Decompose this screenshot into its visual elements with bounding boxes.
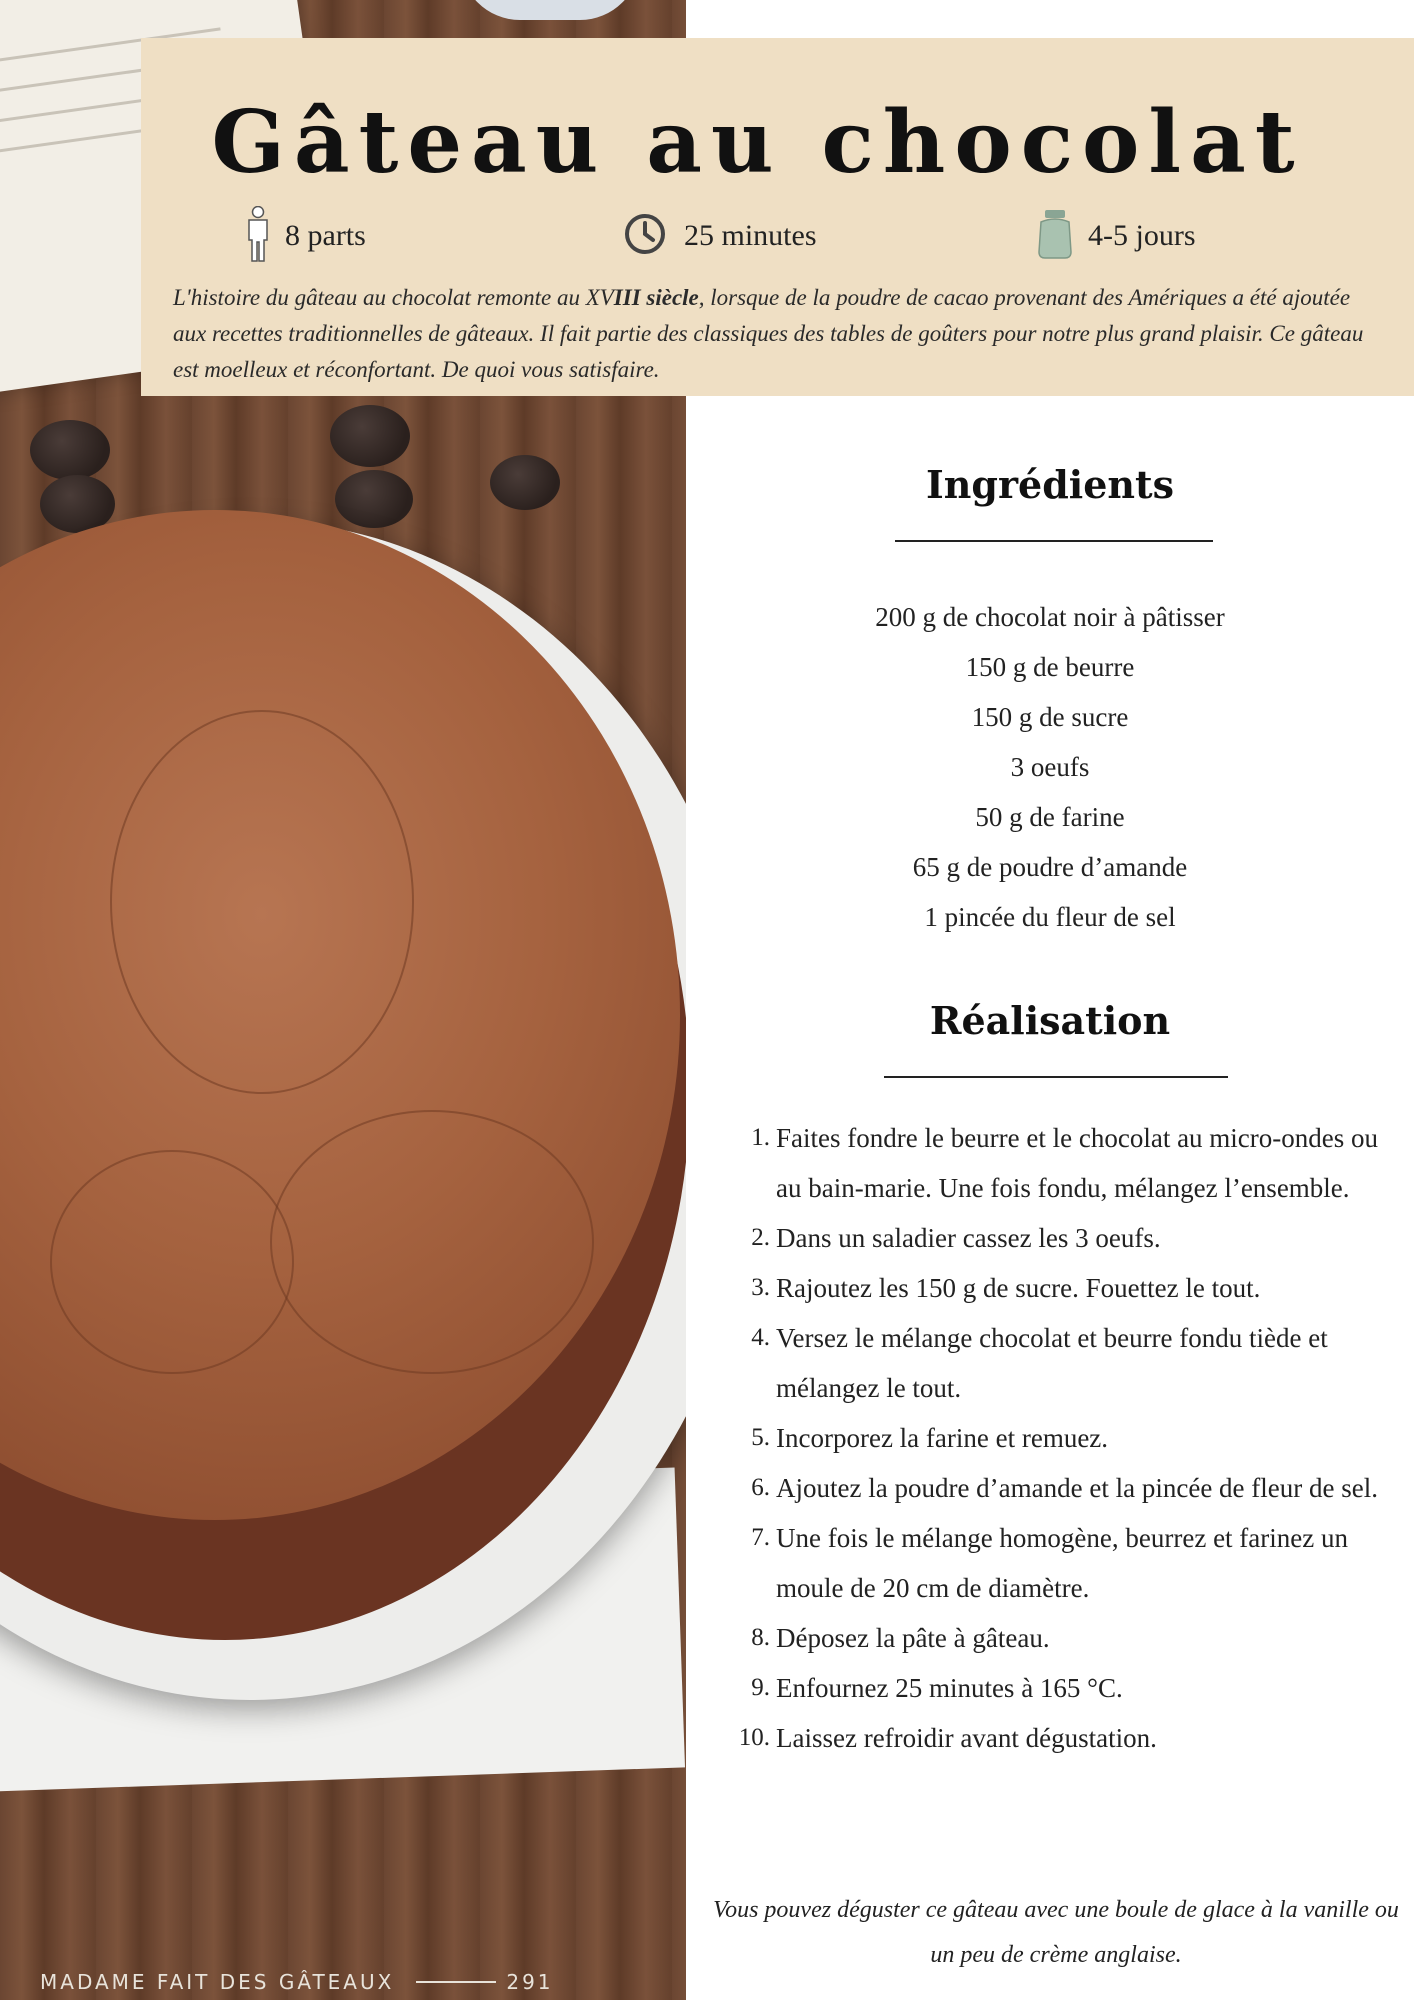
footer-dash	[416, 1981, 496, 1983]
ingredients-divider	[895, 540, 1213, 542]
step-number: 4.	[751, 1324, 770, 1351]
storage-text: 4-5 jours	[1088, 219, 1196, 252]
recipe-title: Gâteau au chocolat	[211, 92, 1304, 193]
method-step	[736, 1463, 1386, 1513]
step-text: Dans un saladier cassez les 3 oeufs.	[776, 1223, 1161, 1253]
chocolate-chip	[335, 470, 413, 528]
ingredient-item: 65 g de poudre d’amande	[912, 852, 1188, 882]
step-number: 7.	[751, 1524, 770, 1551]
step-number: 8.	[751, 1624, 770, 1651]
step-text: Incorporez la farine et remuez.	[776, 1423, 1109, 1453]
method-step	[736, 1113, 1386, 1213]
page-footer	[40, 1970, 554, 1994]
step-text: Enfournez 25 minutes à 165 °C.	[776, 1673, 1123, 1703]
ingredients-list	[686, 592, 1414, 942]
time-text: 25 minutes	[684, 219, 817, 252]
ingredient-item: 150 g de sucre	[971, 702, 1129, 732]
step-number: 2.	[751, 1224, 770, 1251]
storage-info	[1036, 206, 1196, 266]
time-info	[624, 206, 817, 266]
ingredient-item: 50 g de farine	[975, 802, 1125, 832]
servings-info	[245, 206, 366, 266]
method-step	[736, 1613, 1386, 1663]
method-step	[736, 1513, 1386, 1613]
method-step	[736, 1713, 1386, 1763]
serving-tip: Vous pouvez déguster ce gâteau avec une boule de glace à la vanille ou un peu de crème anglaise.	[713, 1897, 1399, 1968]
page-number: 291	[506, 1970, 554, 1994]
chocolate-chip	[30, 420, 110, 480]
intro-text-bold: III siècle	[613, 285, 699, 310]
clock-icon	[624, 213, 666, 259]
step-number: 6.	[751, 1474, 770, 1501]
person-icon	[245, 206, 271, 266]
method-step	[736, 1313, 1386, 1413]
chocolate-chip	[330, 405, 410, 467]
step-text: Déposez la pâte à gâteau.	[776, 1623, 1050, 1653]
ingredient-item: 3 oeufs	[1010, 752, 1090, 782]
method-step	[736, 1413, 1386, 1463]
ingredient-item: 1 pincée du fleur de sel	[924, 902, 1176, 932]
method-step	[736, 1663, 1386, 1713]
step-number: 3.	[751, 1274, 770, 1301]
ingredient-item: 200 g de chocolat noir à pâtisser	[875, 602, 1225, 632]
step-text: Ajoutez la poudre d’amande et la pincée de fleur de sel.	[776, 1473, 1378, 1503]
title-banner	[141, 38, 1414, 396]
step-number: 9.	[751, 1674, 770, 1701]
method-step	[736, 1263, 1386, 1313]
step-number: 1.	[751, 1124, 770, 1151]
method-heading: Réalisation	[929, 998, 1171, 1043]
step-number: 5.	[751, 1424, 770, 1451]
ingredient-item: 150 g de beurre	[965, 652, 1135, 682]
method-divider	[884, 1076, 1228, 1078]
method-step	[736, 1213, 1386, 1263]
step-text: Rajoutez les 150 g de sucre. Fouettez le tout.	[776, 1273, 1261, 1303]
chocolate-chip	[490, 455, 560, 510]
bowl	[460, 0, 640, 20]
method-steps	[736, 1113, 1386, 1763]
storage-jar-icon	[1036, 208, 1074, 264]
footer-brand: MADAME FAIT DES GÂTEAUX	[40, 1970, 395, 1994]
step-text: Versez le mélange chocolat et beurre fondu tiède et mélangez le tout.	[776, 1323, 1328, 1403]
step-number: 10.	[738, 1724, 770, 1751]
step-text: Faites fondre le beurre et le chocolat au micro-ondes ou au bain-marie. Une fois fondu, mélangez l’ensemble.	[776, 1123, 1379, 1203]
ingredients-heading: Ingrédients	[926, 462, 1174, 507]
step-text: Une fois le mélange homogène, beurrez et farinez un moule de 20 cm de diamètre.	[776, 1523, 1348, 1603]
intro-text-start: L'histoire du gâteau au chocolat remonte au XV	[173, 285, 614, 310]
intro-paragraph	[173, 280, 1376, 388]
servings-text: 8 parts	[285, 219, 366, 252]
intro-text-end: , lorsque de la poudre de cacao provenant des Amériques a été ajoutée aux recettes traditionnelles de gâteaux. Il fait partie des classiques des tables de goûters pour notre plus grand plaisir. Ce gâteau est moelleux et réconfortant. De quoi vous satisfaire.	[173, 285, 1364, 382]
step-text: Laissez refroidir avant dégustation.	[776, 1723, 1157, 1753]
